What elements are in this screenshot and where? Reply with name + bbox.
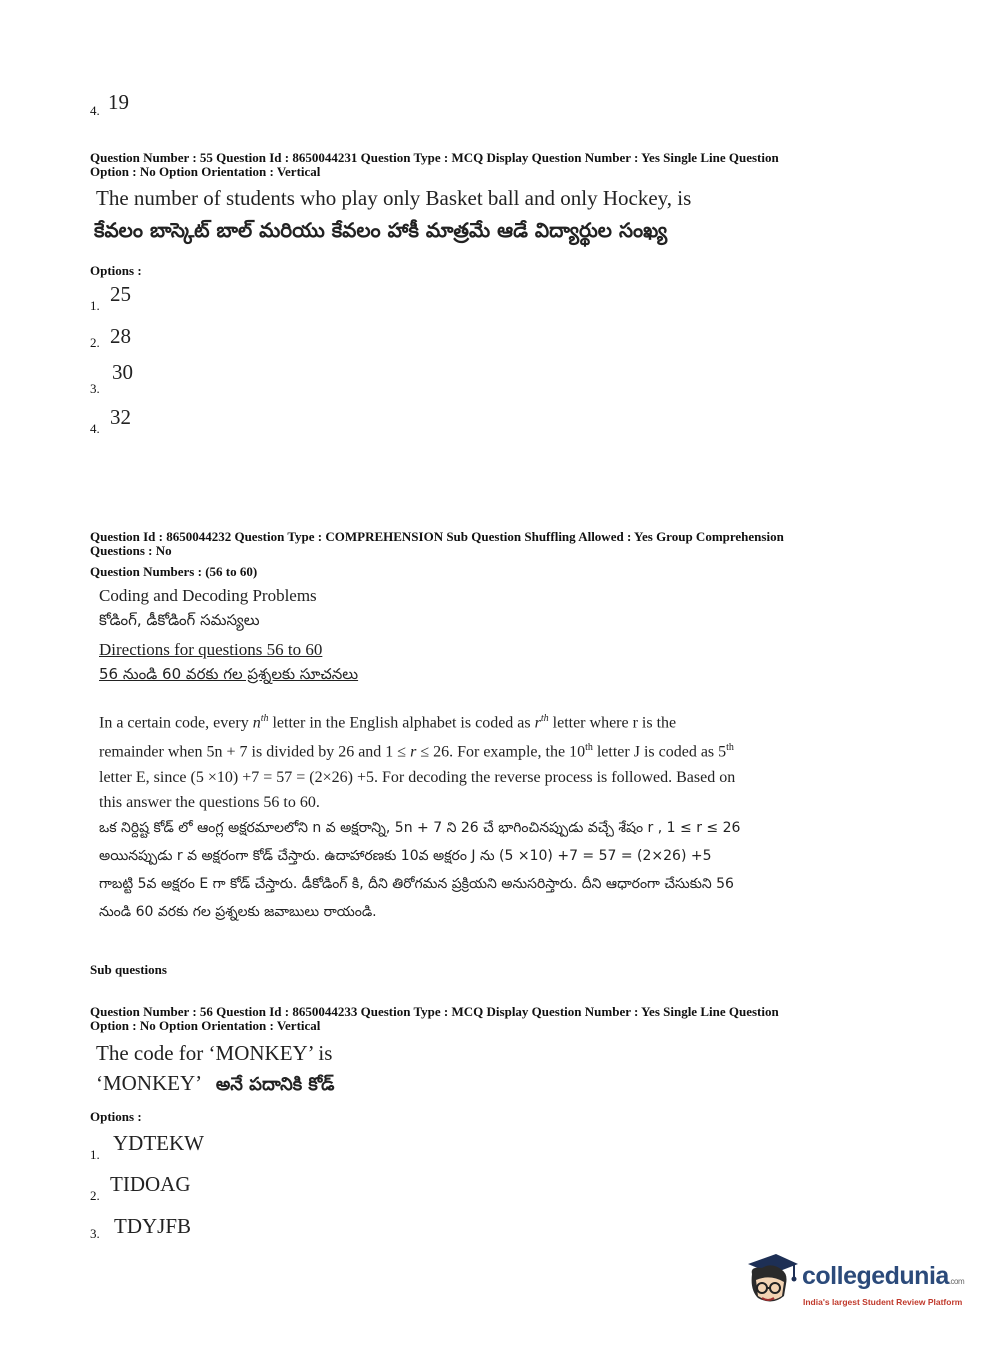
directions-heading-te: 56 నుండి 60 వరకు గల ప్రశ్నలకు సూచనలు [99,665,359,683]
options-label: Options : [90,1109,142,1124]
question-text-en: The code for ‘MONKEY’ is [96,1041,333,1065]
option-value: YDTEKW [113,1131,204,1155]
question-text-te: కేవలం బాస్కెట్ బాల్ మరియు కేవలం హాకీ మాత్రమే ఆడే విద్యార్థుల సంఖ్య [94,218,668,242]
question-meta: Question Number : 55 Question Id : 8650044231 Question Type : MCQ Display Question Number : Yes Single Line Question Option : No Option Orientation : Vertical [90,150,779,179]
collegedunia-watermark [742,1250,972,1320]
question-numbers: Question Numbers : (56 to 60) [90,564,258,579]
option-number: 4. [90,103,100,118]
option-value: 25 [110,282,131,306]
option-number: 1. [90,1147,100,1162]
option-number: 4. [90,421,100,436]
brand-tagline: India's largest Student Review Platform [803,1297,963,1307]
directions-heading-en: Directions for questions 56 to 60 [99,640,323,659]
brand-name: collegedunia.com [802,1262,965,1290]
option-number: 1. [90,298,100,313]
option-number: 3. [90,1226,100,1241]
option-value: TIDOAG [110,1172,191,1196]
comprehension-title-te: కోడింగ్, డీకోడింగ్ సమస్యలు [99,611,260,629]
mascot-icon [742,1250,800,1312]
option-value: 30 [112,360,133,384]
question-text-en: The number of students who play only Basket ball and only Hockey, is [96,186,692,210]
directions-paragraph-en: In a certain code, every $n^{th}$ letter in the English alphabet is coded as $r^{th}$ letter where r is the remainder when 5n + 7 is divided by 26 and 1 ≤ r ≤ 26. For example, the 10th letter J is coded as 5th letter E, since (5 ×10) +7 = 57 = (2×26) +5. For decoding the reverse process is followed. Based on this answer the questions 56 to 60. [99,713,736,811]
comprehension-title-en: Coding and Decoding Problems [99,586,317,605]
question-meta: Question Number : 56 Question Id : 8650044233 Question Type : MCQ Display Question Number : Yes Single Line Question Option : No Option Orientation : Vertical [90,1004,779,1033]
option-value: 19 [108,90,129,114]
option-number: 2. [90,335,100,350]
options-label: Options : [90,263,142,278]
directions-paragraph-te: ఒక నిర్దిష్ట కోడ్ లో ఆంగ్ల అక్షరమాలలోని n వ అక్షరాన్ని, 5n + 7 ని 26 చే భాగించినప్పుడు వచ్చే శేషం r , 1 ≤ r ≤ 26 అయినప్పుడు r వ అక్షరంగా కోడ్ చేస్తారు. ఉదాహారణకు 10వ అక్షరం J ను (5 ×10) +7 = 57 = (2×26) +5 గాబట్టి 5వ అక్షరం E గా కోడ్ చేస్తారు. డీకోడింగ్ కి, దీని తిరోగమన ప్రక్రియని అనుసరిస్తారు. దీని ఆధారంగా చేసుకుని 56 నుండి 60 వరకు గల ప్రశ్నలకు జవాబులు రాయండి. [99,820,741,920]
comprehension-meta: Question Id : 8650044232 Question Type : COMPREHENSION Sub Question Shuffling Allowed : Yes Group Comprehension Questions : No [90,529,784,558]
option-value: 28 [110,324,131,348]
option-number: 2. [90,1188,100,1203]
option-value: 32 [110,405,131,429]
sub-questions-label: Sub questions [90,962,167,977]
option-number: 3. [90,381,100,396]
option-value: TDYJFB [114,1214,192,1238]
question-text-te: ‘MONKEY’ అనే పదానికి కోడ్ [96,1071,335,1095]
